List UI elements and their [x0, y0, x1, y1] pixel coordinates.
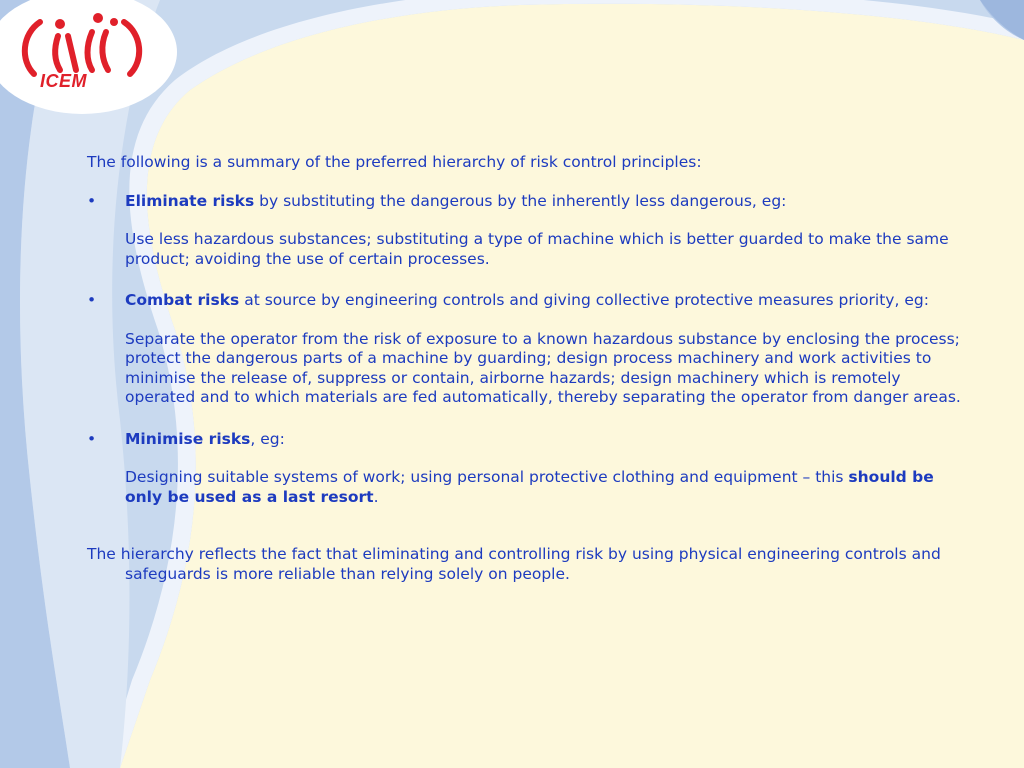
logo-text: ICEM [40, 71, 87, 91]
bullet-bold-label: Minimise risks [125, 429, 251, 448]
bullet-detail-text: Designing suitable systems of work; using personal protective clothing and equipment – this [125, 468, 849, 486]
bullet-heading [125, 430, 967, 450]
bullet-bold-label: Eliminate risks [125, 191, 255, 210]
bullet-heading-rest: at source by engineering controls and giving collective protective measures priority, eg: [239, 291, 929, 309]
bullet-heading [125, 291, 967, 311]
bullet-bold-label: Combat risks [125, 291, 240, 309]
bullet-detail: Use less hazardous substances; substituting a type of machine which is better guarded to make the same product; avoiding the use of certain processes. [125, 230, 949, 268]
bullet-detail: Separate the operator from the risk of exposure to a known hazardous substance by enclosing the process; protect the dangerous parts of a machine by guarding; design process machinery and work activities to minimise the release of, suppress or contain, airborne hazards; design machinery which is remotely operated and to which materials are fed automatically, thereby separating the operator from danger areas. [125, 329, 961, 406]
bullet-heading-rest: , eg: [250, 429, 285, 448]
bullet-minimise-risks [87, 430, 967, 508]
slide-content [87, 153, 967, 584]
bullet-heading [125, 192, 967, 212]
bullet-detail-end: . [373, 487, 379, 506]
bullet-heading-rest: by substituting the dangerous by the inherently less dangerous, eg: [254, 191, 787, 210]
bullet-detail-bold: should be only be used as a last resort [125, 468, 934, 506]
bullet-dot: • [87, 291, 97, 309]
bullet-detail [125, 468, 967, 507]
bullet-combat-risks [87, 291, 967, 408]
bullet-eliminate-risks [87, 192, 967, 270]
bullet-dot: • [87, 191, 97, 210]
bullet-dot: • [87, 429, 97, 448]
icem-logo [0, 0, 180, 110]
icem-logo-figures-icon [0, 0, 180, 110]
closing-text: The hierarchy reflects the fact that eliminating and controlling risk by using physical engineering controls and safeguards is more reliable than relying solely on people. [87, 545, 941, 583]
intro-text: The following is a summary of the preferred hierarchy of risk control principles: [87, 153, 702, 171]
